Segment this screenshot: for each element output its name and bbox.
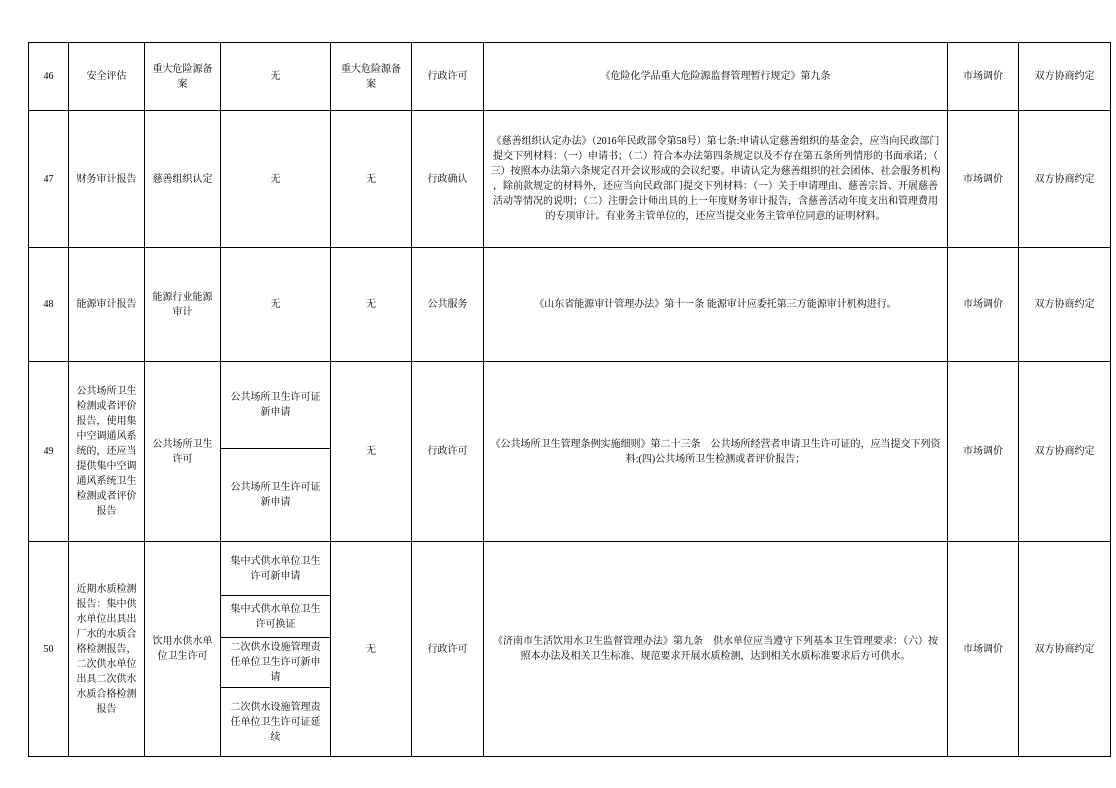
related-item-cell: 无 <box>331 248 412 362</box>
table-row-49 <box>29 362 1111 449</box>
related-item-cell: 无 <box>331 542 412 757</box>
pricing-method-cell: 市场调价 <box>948 43 1019 111</box>
related-item-cell: 重大危险源备案 <box>331 43 412 111</box>
pricing-method-cell: 市场调价 <box>948 248 1019 362</box>
service-item-cell: 重大危险源备案 <box>145 43 221 111</box>
fee-standard-cell: 双方协商约定 <box>1019 111 1111 248</box>
seq-cell: 48 <box>29 248 69 362</box>
table-row-47 <box>29 111 1111 248</box>
material-cell: 公共场所卫生检测或者评价报告，使用集中空调通风系统的，还应当提供集中空调通风系统卫生检测或者评价报告 <box>69 362 145 542</box>
category-cell: 公共服务 <box>412 248 484 362</box>
scenario-cell: 二次供水设施管理责任单位卫生许可新申请 <box>221 638 331 688</box>
related-item-cell: 无 <box>331 111 412 248</box>
pricing-method-cell: 市场调价 <box>948 111 1019 248</box>
service-item-cell: 饮用水供水单位卫生许可 <box>145 542 221 757</box>
legal-basis-cell: 《危险化学品重大危险源监督管理暂行规定》第九条 <box>484 43 948 111</box>
table-row-50 <box>29 542 1111 596</box>
service-item-cell: 慈善组织认定 <box>145 111 221 248</box>
scenario-cell: 无 <box>221 43 331 111</box>
scenario-cell: 无 <box>221 248 331 362</box>
category-cell: 行政许可 <box>412 362 484 542</box>
seq-cell: 50 <box>29 542 69 757</box>
legal-basis-cell: 《慈善组织认定办法》（2016年民政部令第58号）第七条:申请认定慈善组织的基金会，应当向民政部门提交下列材料：（一）申请书；（二）符合本办法第四条规定以及不存在第五条所列情形的书面承诺；（三）按照本办法第六条规定召开会议形成的会议纪要。申请认定为慈善组织的社会团体、社会服务机构，除前款规定的材料外，还应当向民政部门提交下列材料：（一）关于申请理由、慈善宗旨、开展慈善活动等情况的说明；（二）注册会计师出具的上一年度财务审计报告，含慈善活动年度支出和管理费用的专项审计。有业务主管单位的，还应当提交业务主管单位同意的证明材料。 <box>484 111 948 248</box>
category-cell: 行政确认 <box>412 111 484 248</box>
material-cell: 财务审计报告 <box>69 111 145 248</box>
material-cell: 近期水质检测报告：集中供水单位出具出厂水的水质合格检测报告，二次供水单位出具二次供水水质合格检测报告 <box>69 542 145 757</box>
table-row-48 <box>29 248 1111 362</box>
table-row-46 <box>29 43 1111 111</box>
fee-standard-cell: 双方协商约定 <box>1019 362 1111 542</box>
intermediary-services-table <box>28 42 1111 757</box>
category-cell: 行政许可 <box>412 43 484 111</box>
related-item-cell: 无 <box>331 362 412 542</box>
fee-standard-cell: 双方协商约定 <box>1019 248 1111 362</box>
scenario-cell: 集中式供水单位卫生许可新申请 <box>221 542 331 596</box>
fee-standard-cell: 双方协商约定 <box>1019 43 1111 111</box>
scenario-cell: 公共场所卫生许可证新申请 <box>221 362 331 449</box>
seq-cell: 46 <box>29 43 69 111</box>
scenario-cell: 二次供水设施管理责任单位卫生许可证延续 <box>221 688 331 757</box>
material-cell: 安全评估 <box>69 43 145 111</box>
scenario-cell: 公共场所卫生许可证新申请 <box>221 449 331 542</box>
service-item-cell: 公共场所卫生许可 <box>145 362 221 542</box>
pricing-method-cell: 市场调价 <box>948 542 1019 757</box>
legal-basis-cell: 《公共场所卫生管理条例实施细则》第二十三条 公共场所经营者申请卫生许可证的，应当提交下列资料:(四)公共场所卫生检测或者评价报告； <box>484 362 948 542</box>
scenario-cell: 集中式供水单位卫生许可换证 <box>221 596 331 638</box>
seq-cell: 49 <box>29 362 69 542</box>
seq-cell: 47 <box>29 111 69 248</box>
pricing-method-cell: 市场调价 <box>948 362 1019 542</box>
fee-standard-cell: 双方协商约定 <box>1019 542 1111 757</box>
category-cell: 行政许可 <box>412 542 484 757</box>
legal-basis-cell: 《山东省能源审计管理办法》第十一条 能源审计应委托第三方能源审计机构进行。 <box>484 248 948 362</box>
service-item-cell: 能源行业能源审计 <box>145 248 221 362</box>
material-cell: 能源审计报告 <box>69 248 145 362</box>
scenario-cell: 无 <box>221 111 331 248</box>
legal-basis-cell: 《济南市生活饮用水卫生监督管理办法》第九条 供水单位应当遵守下列基本卫生管理要求：（六）按照本办法及相关卫生标准、规范要求开展水质检测，达到相关水质标准要求后方可供水。 <box>484 542 948 757</box>
